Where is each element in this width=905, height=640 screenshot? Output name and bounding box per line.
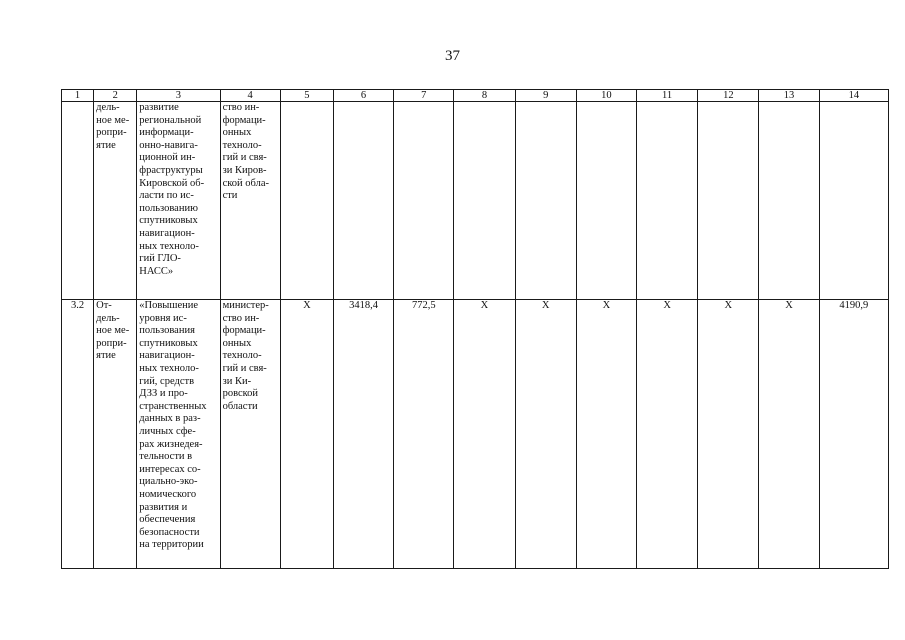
table-row: [62, 300, 889, 569]
row-number-cell: [62, 102, 94, 300]
value-cell-13: Х: [759, 300, 819, 569]
page-number: 37: [445, 48, 460, 64]
header-cell: 2: [94, 90, 137, 102]
value-cell-10: [576, 102, 636, 300]
value-cell-5: [280, 102, 333, 300]
header-cell: 10: [576, 90, 636, 102]
row-number-cell: 3.2: [62, 300, 94, 569]
value-cell-8: Х: [454, 300, 515, 569]
activity-type-cell: дель- ное ме- ропри- ятие: [94, 102, 137, 300]
header-cell: 8: [454, 90, 515, 102]
value-cell-12: [698, 102, 759, 300]
value-cell-9: Х: [515, 300, 576, 569]
header-cell: 1: [62, 90, 94, 102]
value-cell-13: [759, 102, 819, 300]
executor-cell: министер- ство ин- формаци- онных техноло- гий и свя- зи Ки- ровской области: [220, 300, 280, 569]
value-cell-12: Х: [698, 300, 759, 569]
header-cell: 14: [819, 90, 888, 102]
activity-name-cell: развитие региональной информаци- онно-навига- ционной ин- фраструктуры Кировской об- ласти по ис- пользованию спутниковых навигацион- ных техноло- гий ГЛО- НАСС»: [137, 102, 220, 300]
value-cell-6: [333, 102, 393, 300]
value-cell-8: [454, 102, 515, 300]
value-cell-6: 3418,4: [333, 300, 393, 569]
header-cell: 11: [637, 90, 698, 102]
table-header-row: [62, 90, 889, 102]
value-cell-14: [819, 102, 888, 300]
header-cell: 5: [280, 90, 333, 102]
header-cell: 7: [394, 90, 454, 102]
activity-name-cell: «Повышение уровня ис- пользования спутниковых навигацион- ных техноло- гий, средств ДЗЗ и про- странственных данных в раз- личных сфе- рах жизнедея- тельности в интересах со- циально-эко- номического развития и обеспечения безопасности на территории: [137, 300, 220, 569]
data-table: [61, 89, 889, 569]
value-cell-10: Х: [576, 300, 636, 569]
value-cell-5: Х: [280, 300, 333, 569]
value-cell-11: Х: [637, 300, 698, 569]
header-cell: 13: [759, 90, 819, 102]
executor-cell: ство ин- формаци- онных техноло- гий и свя- зи Киров- ской обла- сти: [220, 102, 280, 300]
table-row: [62, 102, 889, 300]
value-cell-7: 772,5: [394, 300, 454, 569]
activity-type-cell: От- дель- ное ме- ропри- ятие: [94, 300, 137, 569]
header-cell: 3: [137, 90, 220, 102]
value-cell-7: [394, 102, 454, 300]
header-cell: 12: [698, 90, 759, 102]
value-cell-9: [515, 102, 576, 300]
header-cell: 6: [333, 90, 393, 102]
value-cell-14: 4190,9: [819, 300, 888, 569]
header-cell: 9: [515, 90, 576, 102]
header-cell: 4: [220, 90, 280, 102]
value-cell-11: [637, 102, 698, 300]
